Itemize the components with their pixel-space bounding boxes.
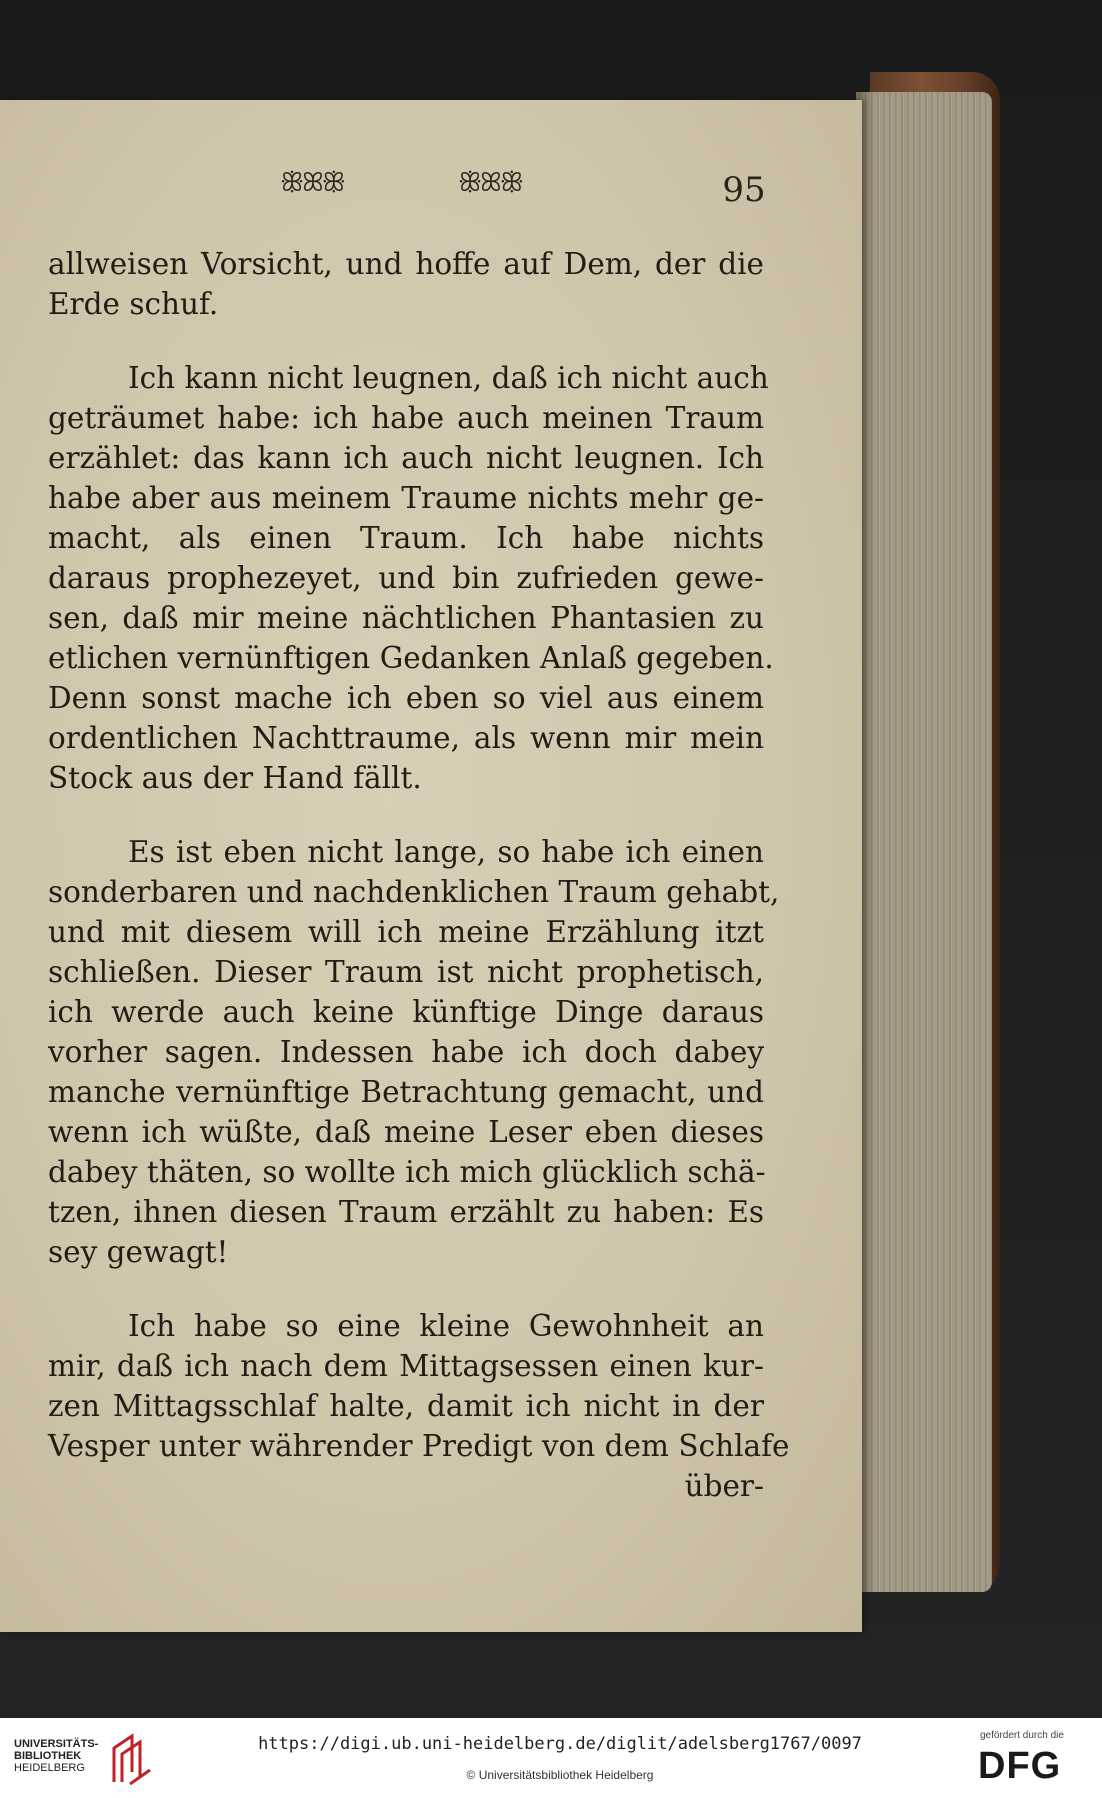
text-line: dabey thäten, so wollte ich mich glücklich schä- [48, 1155, 766, 1189]
ub-logo-mark-icon [110, 1732, 154, 1786]
text-line: ordentlichen Nachttraume, als wenn mir mein [48, 721, 764, 755]
page-header [0, 168, 862, 218]
text-line: Ich habe so eine kleine Gewohnheit an [128, 1309, 764, 1343]
catchword: über- [684, 1469, 764, 1503]
page-number: 95 [722, 170, 766, 210]
text-line: habe aber aus meinem Traume nichts mehr ge- [48, 481, 764, 515]
text-line: erzählet: das kann ich auch nicht leugnen. Ich [48, 441, 764, 475]
text-line: vorher sagen. Indessen habe ich doch dabey [48, 1035, 764, 1069]
dfg-logo[interactable]: DFG [978, 1745, 1062, 1787]
ornament-right-icon: ꕥꕤꕥ [458, 168, 522, 198]
text-line: schließen. Dieser Traum ist nicht prophetisch, [48, 955, 764, 989]
text-line: sen, daß mir meine nächtlichen Phantasien zu [48, 601, 764, 635]
ub-heidelberg-logo[interactable] [14, 1738, 114, 1774]
text-line: Es ist eben nicht lange, so habe ich einen [128, 835, 764, 869]
text-line: tzen, ihnen diesen Traum erzählt zu haben: Es [48, 1195, 764, 1229]
permalink-url[interactable]: https://digi.ub.uni-heidelberg.de/diglit/adelsberg1767/0097 [258, 1734, 862, 1754]
text-line: Vesper unter währender Predigt von dem Schlafe [48, 1429, 790, 1463]
ornament-left-icon: ꕥꕤꕥ [280, 168, 344, 198]
text-line: macht, als einen Traum. Ich habe nichts [48, 521, 764, 555]
text-line: und mit diesem will ich meine Erzählung itzt [48, 915, 764, 949]
book-page [0, 100, 862, 1632]
page-edges [856, 92, 992, 1592]
body-text [48, 244, 790, 1506]
text-line: sonderbaren und nachdenklichen Traum gehabt, [48, 875, 780, 909]
text-line: mir, daß ich nach dem Mittagsessen einen kur- [48, 1349, 764, 1383]
text-line: allweisen Vorsicht, und hoffe auf Dem, der die [48, 247, 764, 281]
text-line: zen Mittagsschlaf halte, damit ich nicht in der [48, 1389, 764, 1423]
logo-line: UNIVERSITÄTS- [14, 1738, 99, 1750]
viewer-footer [0, 1718, 1102, 1798]
text-line: manche vernünftige Betrachtung gemacht, und [48, 1075, 764, 1109]
text-line: Ich kann nicht leugnen, daß ich nicht auch [128, 361, 769, 395]
text-line: etlichen vernünftigen Gedanken Anlaß gegeben. [48, 641, 774, 675]
text-line: daraus prophezeyet, und bin zufrieden gewe- [48, 561, 764, 595]
text-line: ich werde auch keine künftige Dinge daraus [48, 995, 764, 1029]
funding-note: gefördert durch die [980, 1730, 1064, 1741]
text-line: sey gewagt! [48, 1235, 229, 1269]
logo-line: BIBLIOTHEK [14, 1750, 82, 1762]
text-line: Denn sonst mache ich eben so viel aus einem [48, 681, 764, 715]
logo-line: HEIDELBERG [14, 1762, 85, 1774]
copyright-notice: © Universitätsbibliothek Heidelberg [466, 1768, 654, 1782]
text-line: Stock aus der Hand fällt. [48, 761, 422, 795]
text-line: geträumet habe: ich habe auch meinen Traum [48, 401, 764, 435]
text-line: wenn ich wüßte, daß meine Leser eben dieses [48, 1115, 764, 1149]
text-line: Erde schuf. [48, 287, 219, 321]
